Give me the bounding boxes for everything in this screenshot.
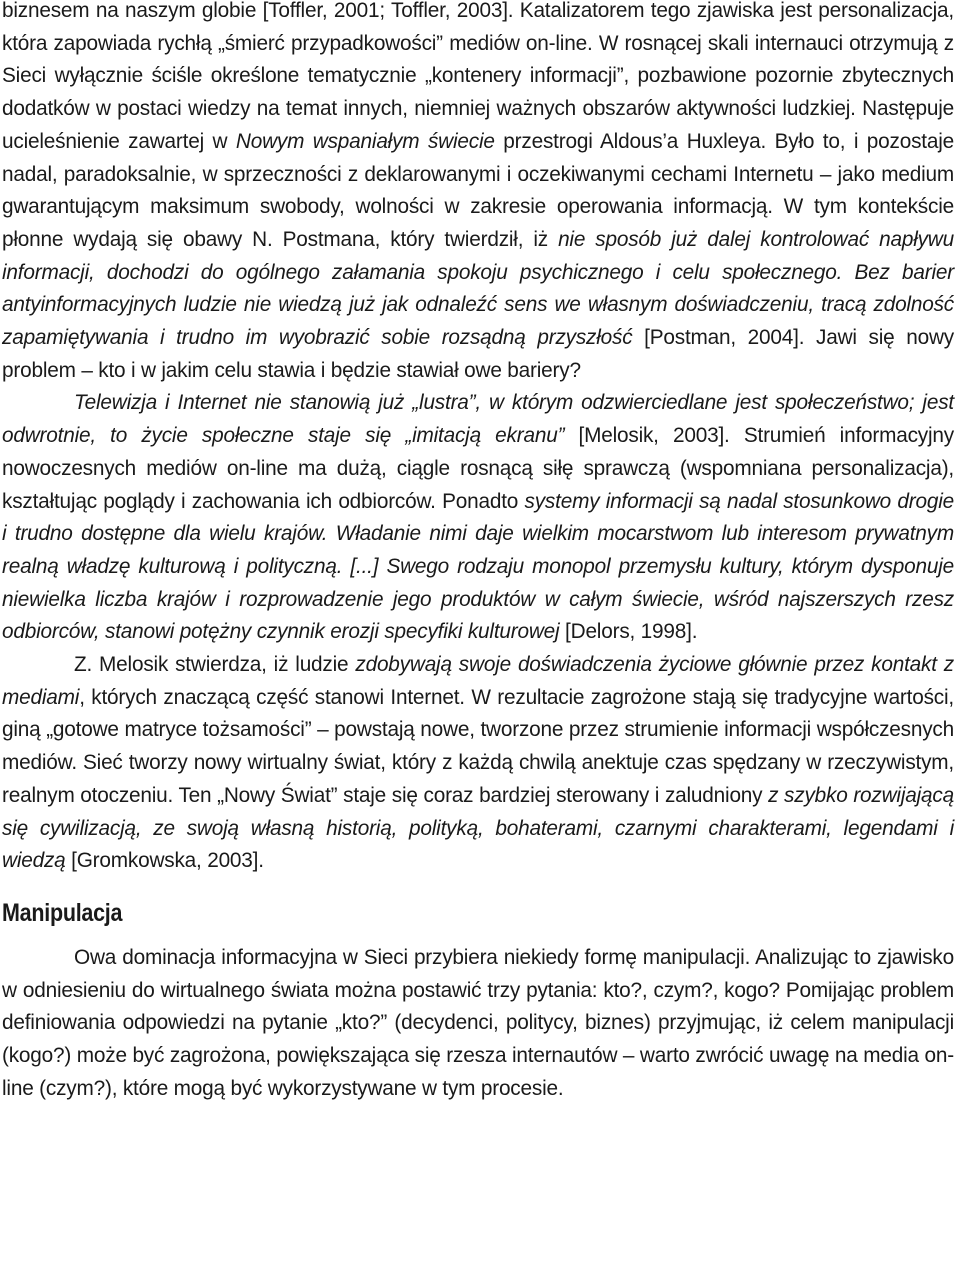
delors-quote-italic: systemy informacji są nadal stosunkowo drogie i trudno dostępne dla wielu krajów. Władanie nimi daje wielkim mocarstwom lub interesom prywatnym realną władzę kulturową i polityczną. [...] Swego rodzaju monopol przemysłu kultury, którym dysponuje niewielka liczba krajów i rozprowadzenie jego produktów w całym świecie, wśród najszerszych rzesz odbiorców, stanowi potężny czynnik erozji specyfiki kulturowej [2, 489, 955, 644]
melosik-phrase-italic: zdobywają swoje doświadczenia życiowe głównie przez kontakt z mediami [2, 653, 954, 709]
paragraph-segment: , których znaczącą część stanowi Internet. W rezultacie zagrożone stają się tradycyjne wartości, giną „gotowe matryce tożsamości” – powstają nowe, tworzone przez strumienie informacji współczesnych mediów. Sieć tworzy nowy wirtualny świat, który z każdą chwilą anektuje czas spędzany w rzeczywistym, realnym otoczeniu. Ten „Nowy Świat” staje się coraz bardziej sterowany i zaludniony [2, 685, 954, 807]
paragraph-segment: [Melosik, 2003]. Strumień informacyjny nowoczesnych mediów on-line ma dużą, ciągle rosnącą siłę sprawczą (wspomniana personalizacja), kształtując poglądy i zachowania ich odbiorców. Ponadto [2, 424, 954, 513]
paragraph-segment: [Delors, 1998]. [559, 620, 698, 644]
paragraph-segment: Owa dominacja informacyjna w Sieci przybiera niekiedy formę manipulacji. Analizując to zjawisko w odniesieniu do wirtualnego świata można postawić trzy pytania: kto?, czym?, kogo? Pomijając problem definiowania odpowiedzi na pytanie „kto?” (decydenci, politycy, biznes) przyjmując, iż celem manipulacji (kogo?) może być zagrożona, powiększająca się rzesza internautów – warto zwrócić uwagę na media on-line (czym?), które mogą być wykorzystywane w tym procesie. [2, 945, 954, 1100]
postman-quote-italic: nie sposób już dalej kontrolować napływu informacji, dochodzi do ogólnego załamania spokoju psychicznego i celu społecznego. Bez barier antyinformacyjnych ludzie nie wiedzą już jak odnaleźć sens we własnym doświadczeniu, tracą zdolność zapamiętywania i trudno im wyobrazić sobie rozsądną przyszłość [2, 227, 954, 350]
section-heading-manipulacja: Manipulacja [2, 898, 123, 927]
paragraph-television-internet [2, 387, 954, 649]
paragraph-manipulation [2, 942, 954, 1106]
paragraph-segment: [Postman, 2004]. Jawi się nowy problem – kto i w jakim celu stawia i będzie stawiał owe bariery? [2, 326, 954, 382]
paragraph-segment: biznesem na naszym globie [Toffler, 2001; Toffler, 2003]. Katalizatorem tego zjawiska jest personalizacja, która zapowiada rychłą „śmierć przypadkowości” mediów on-line. W rosnącej skali internauci otrzymują z Sieci wyłącznie ściśle określone tematycznie „kontenery informacji”, pozbawione pozornie zbytecznych dodatków w postaci wiedzy na temat innych, niemniej ważnych obszarów aktywności ludzkiej. Następuje ucieleśnienie zawartej w [2, 0, 954, 153]
paragraph-segment: przestrogi Aldous’a Huxleya. Było to, i pozostaje nadal, paradoksalnie, w sprzeczności z deklarowanymi i oczekiwanymi cechami Internetu – jako medium gwarantującym maksimum swobody, wolności w zakresie operowania informacją. W tym kontekście płonne wydają się obawy N. Postmana, który twierdził, iż [2, 129, 954, 251]
paragraph-personalization [2, 0, 954, 387]
book-title-italic: Nowym wspaniałym świecie [235, 129, 495, 153]
paragraph-melosik [2, 649, 954, 878]
paragraph-segment: [Gromkowska, 2003]. [65, 849, 264, 873]
gromkowska-quote-italic: z szybko rozwijającą się cywilizacją, ze swoją własną historią, polityką, bohaterami, czarnymi charakterami, legendami i wiedzą [2, 783, 954, 873]
paragraph-segment: Z. Melosik stwierdza, iż ludzie [74, 653, 356, 677]
melosik-quote-italic: Telewizja i Internet nie stanowią już „lustra”, w którym odzwierciedlane jest społeczeństwo; jest odwrotnie, to życie społeczne staje się „imitacją ekranu” [2, 391, 954, 448]
